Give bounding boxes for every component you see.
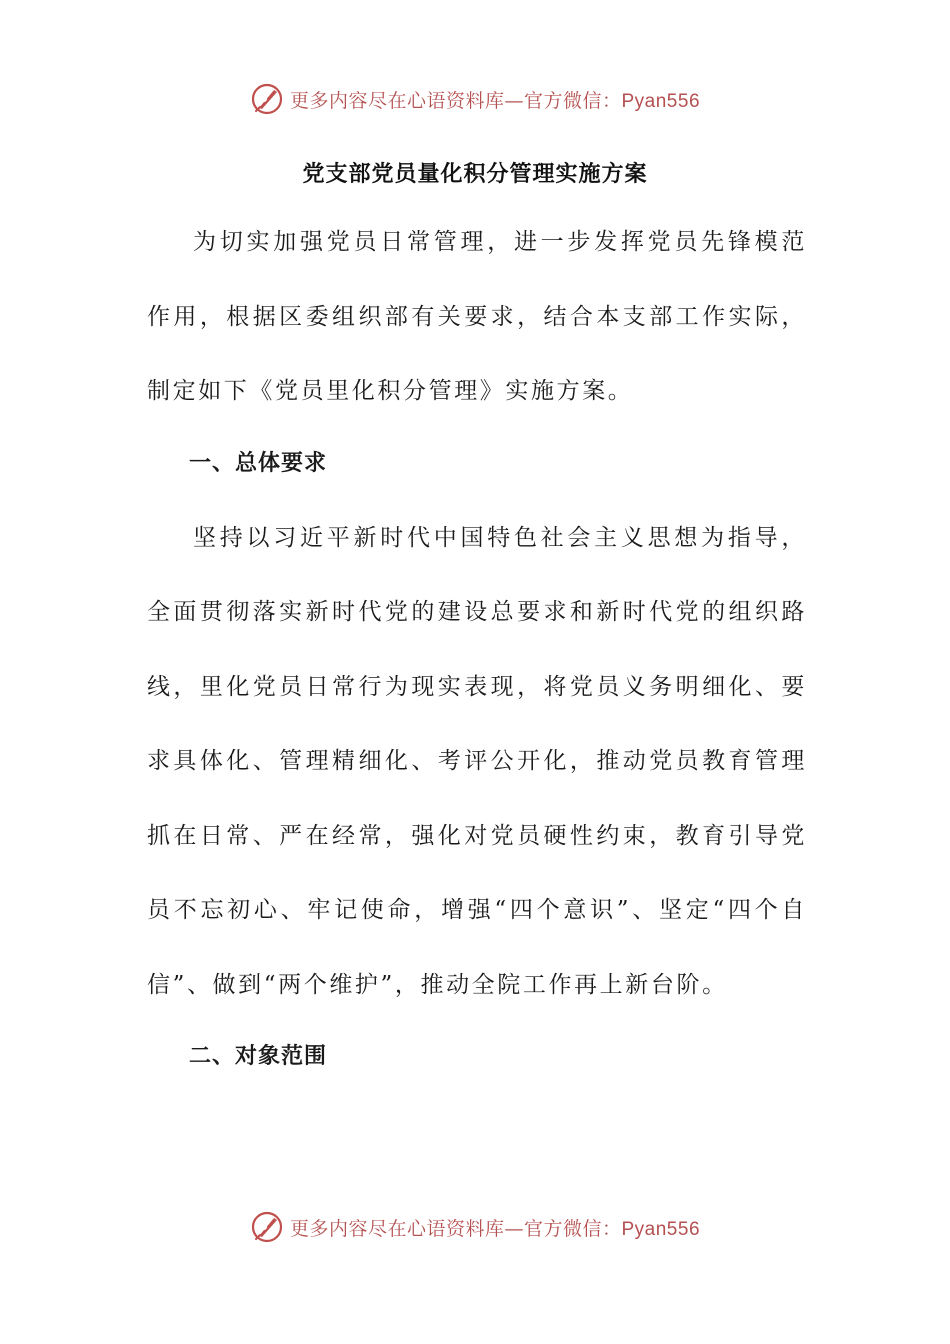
section-heading-scope: 二、对象范围 [189,1044,328,1069]
watermark-wechat-label: 官方微信： [523,1217,622,1240]
quill-pen-circle-icon [250,1210,284,1244]
watermark-wechat-id: Pyan556 [621,90,701,112]
watermark-separator: — [504,1217,524,1240]
watermark-banner-top [0,82,950,116]
document-title: 党支部党员量化积分管理实施方案 [302,162,648,187]
watermark-wechat-id: Pyan556 [621,1218,701,1240]
watermark-text [290,86,700,113]
watermark-site-text: 更多内容尽在心语资料库 [289,89,505,112]
section-paragraph-general-requirements: 坚持以习近平新时代中国特色社会主义思想为指导，全面贯彻落实新时代党的建设总要求和新时代党的组织路线，里化党员日常行为现实表现，将党员义务明细化、要求具体化、管理精细化、考评公开化，推动党员教育管理抓在日常、严在经常，强化对党员硬性约束，教育引导党员不忘初心、牢记使命，增强“四个意识”、坚定“四个自信”、做到“两个维护”，推动全院工作再上新台阶。 [147,524,807,998]
watermark-separator: — [504,89,524,112]
intro-paragraph: 为切实加强党员日常管理，进一步发挥党员先锋模范作用，根据区委组织部有关要求，结合本支部工作实际，制定如下《党员里化积分管理》实施方案。 [147,229,807,404]
watermark-wechat-label: 官方微信： [523,89,622,112]
document-body [147,205,807,1094]
watermark-site-text: 更多内容尽在心语资料库 [289,1217,505,1240]
watermark-banner-bottom [0,1210,950,1244]
quill-pen-circle-icon [250,82,284,116]
watermark-text [290,1214,700,1241]
section-heading-general-requirements: 一、总体要求 [189,450,328,476]
